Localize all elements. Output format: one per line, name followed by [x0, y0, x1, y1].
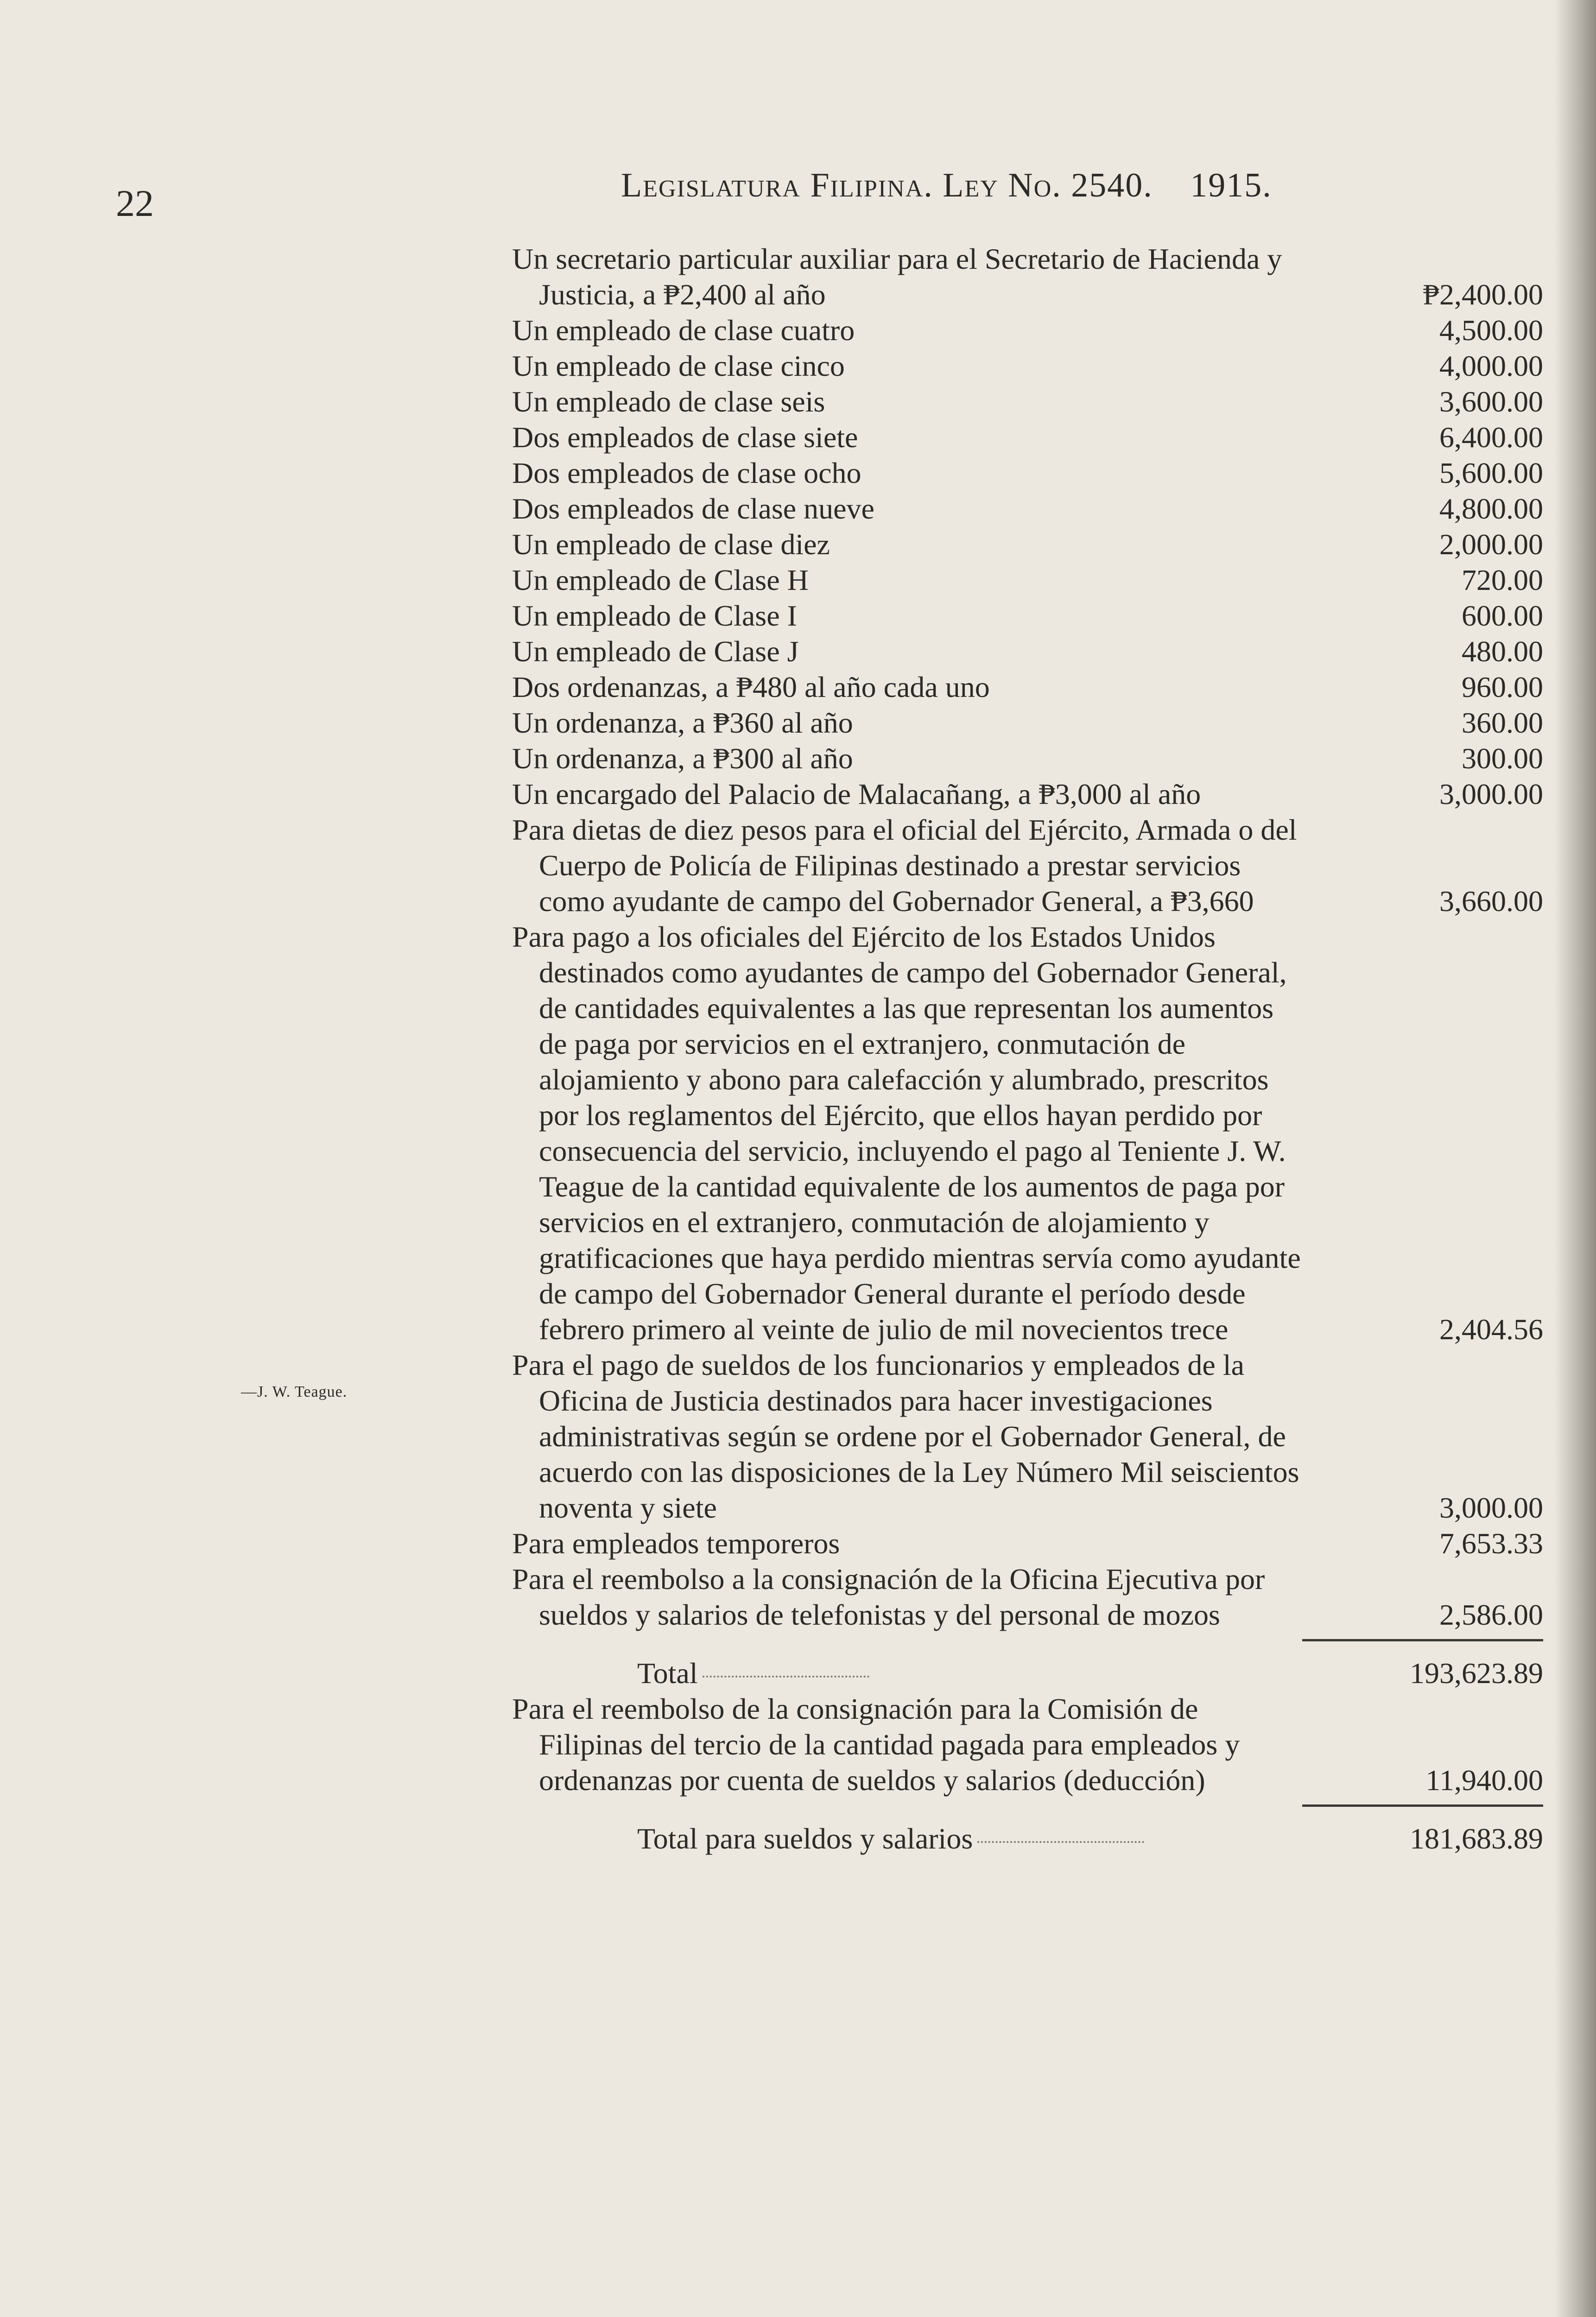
leader-dots — [703, 1676, 869, 1678]
line-item — [512, 419, 1543, 455]
line-item — [512, 562, 1543, 598]
side-note: —J. W. Teague. — [241, 1383, 348, 1400]
line-item-amount: 3,660.00 — [1439, 885, 1543, 918]
line-item — [512, 312, 1543, 348]
line-item — [512, 241, 1543, 312]
total-label: Total — [637, 1657, 698, 1690]
line-item — [512, 812, 1543, 919]
line-item-text: Un empleado de clase diez — [512, 528, 830, 561]
appropriation-list — [512, 241, 1543, 1856]
line-item-amount: 480.00 — [1462, 635, 1543, 668]
line-item-text: Dos empleados de clase nueve — [512, 492, 874, 525]
law-number: Ley No. 2540. — [943, 166, 1153, 204]
line-item — [512, 384, 1543, 419]
line-item-amount: ₱2,400.00 — [1423, 278, 1543, 311]
line-item — [512, 1561, 1543, 1633]
line-item — [512, 526, 1543, 562]
grand-total-entry — [512, 1821, 1543, 1856]
line-item-amount: 960.00 — [1462, 671, 1543, 703]
line-item-text: Para empleados temporeros — [512, 1527, 840, 1560]
line-item — [512, 919, 1543, 1347]
line-item — [512, 1347, 1543, 1526]
line-item-amount: 3,600.00 — [1439, 385, 1543, 418]
line-item — [512, 776, 1543, 812]
total-entry — [512, 1655, 1543, 1691]
line-item — [512, 348, 1543, 384]
page-number: 22 — [116, 182, 154, 224]
line-item — [512, 741, 1543, 776]
line-item-text: Dos empleados de clase ocho — [512, 456, 861, 489]
page-edge-shadow — [1554, 0, 1596, 2317]
running-head — [621, 166, 1455, 205]
entries-container — [512, 241, 1543, 1633]
line-item-amount: 2,000.00 — [1439, 528, 1543, 561]
line-item-text: Un empleado de clase cinco — [512, 349, 845, 382]
line-item-amount: 720.00 — [1462, 563, 1543, 596]
line-item — [512, 705, 1543, 741]
leader-dots — [977, 1841, 1144, 1843]
line-item-amount: 360.00 — [1462, 706, 1543, 739]
line-item-amount: 3,000.00 — [1439, 778, 1543, 810]
line-item-text: Un ordenanza, a ₱300 al año — [512, 742, 853, 775]
line-item-text: Dos empleados de clase siete — [512, 421, 858, 454]
line-item — [512, 491, 1543, 526]
line-item-amount: 600.00 — [1462, 599, 1543, 632]
grand-total-label: Total para sueldos y salarios — [637, 1822, 973, 1855]
line-item-text: Un empleado de Clase I — [512, 599, 797, 632]
deduction-entry — [512, 1691, 1543, 1798]
line-item-text: Un empleado de Clase J — [512, 635, 799, 668]
deduction-text: Para el reembolso de la consignación para la Comisión de Filipinas del tercio de la cantidad pagada para empleados y ordenanzas por cuenta de sueldos y salarios (deducción) — [512, 1692, 1240, 1797]
line-item-amount: 4,500.00 — [1439, 314, 1543, 347]
grand-total-rule — [1302, 1804, 1543, 1807]
line-item-text: Un encargado del Palacio de Malacañang, a ₱3,000 al año — [512, 778, 1201, 810]
line-item — [512, 669, 1543, 705]
line-item-text: Para pago a los oficiales del Ejército de los Estados Unidos destinados como ayudantes de campo del Gobernador General, de cantidades equivalentes a las que representan los aumentos de paga por servicios en el extranjero, conmutación de alojamiento y abono para calefacción y alumbrado, prescritos por los reglamentos del Ejército, que ellos hayan perdido por consecuencia del servicio, incluyendo el pago al Teniente J. W. Teague de la cantidad equivalente de los aumentos de paga por servicios en el extranjero, conmutación de alojamiento y gratificaciones que haya perdido mientras servía como ayudante de campo del Gobernador General durante el período desde febrero primero al veinte de julio de mil novecientos trece — [512, 920, 1301, 1346]
line-item-text: Un empleado de Clase H — [512, 563, 809, 596]
line-item-amount: 2,404.56 — [1439, 1313, 1543, 1346]
line-item-amount: 6,400.00 — [1439, 421, 1543, 454]
line-item-text: Para dietas de diez pesos para el oficial del Ejército, Armada o del Cuerpo de Policía de Filipinas destinado a prestar servicios como ayudante de campo del Gobernador General, a ₱3,660 — [512, 813, 1297, 918]
running-title: Legislatura Filipina. — [621, 166, 933, 204]
line-item-amount: 4,000.00 — [1439, 349, 1543, 382]
line-item — [512, 1526, 1543, 1561]
line-item-amount: 2,586.00 — [1439, 1598, 1543, 1631]
line-item-text: Un empleado de clase cuatro — [512, 314, 855, 347]
line-item-amount: 5,600.00 — [1439, 456, 1543, 489]
line-item — [512, 633, 1543, 669]
line-item-text: Un empleado de clase seis — [512, 385, 825, 418]
line-item — [512, 598, 1543, 633]
line-item-text: Un ordenanza, a ₱360 al año — [512, 706, 853, 739]
year: 1915. — [1190, 166, 1272, 204]
total-amount: 193,623.89 — [1410, 1657, 1543, 1690]
line-item-text: Para el pago de sueldos de los funcionarios y empleados de la Oficina de Justicia destinados para hacer investigaciones administrativas según se ordene por el Gobernador General, de acuerdo con las disposiciones de la Ley Número Mil seiscientos noventa y siete — [512, 1348, 1299, 1524]
line-item — [512, 455, 1543, 491]
line-item-text: Dos ordenanzas, a ₱480 al año cada uno — [512, 671, 990, 703]
line-item-amount: 300.00 — [1462, 742, 1543, 775]
grand-total-amount: 181,683.89 — [1410, 1822, 1543, 1855]
line-item-text: Para el reembolso a la consignación de la Oficina Ejecutiva por sueldos y salarios de telefonistas y del personal de mozos — [512, 1563, 1265, 1631]
deduction-amount: 11,940.00 — [1425, 1764, 1543, 1797]
line-item-text: Un secretario particular auxiliar para el Secretario de Hacienda y Justicia, a ₱2,400 al año — [512, 242, 1282, 311]
line-item-amount: 3,000.00 — [1439, 1491, 1543, 1524]
total-rule — [1302, 1639, 1543, 1641]
line-item-amount: 4,800.00 — [1439, 492, 1543, 525]
line-item-amount: 7,653.33 — [1439, 1527, 1543, 1560]
